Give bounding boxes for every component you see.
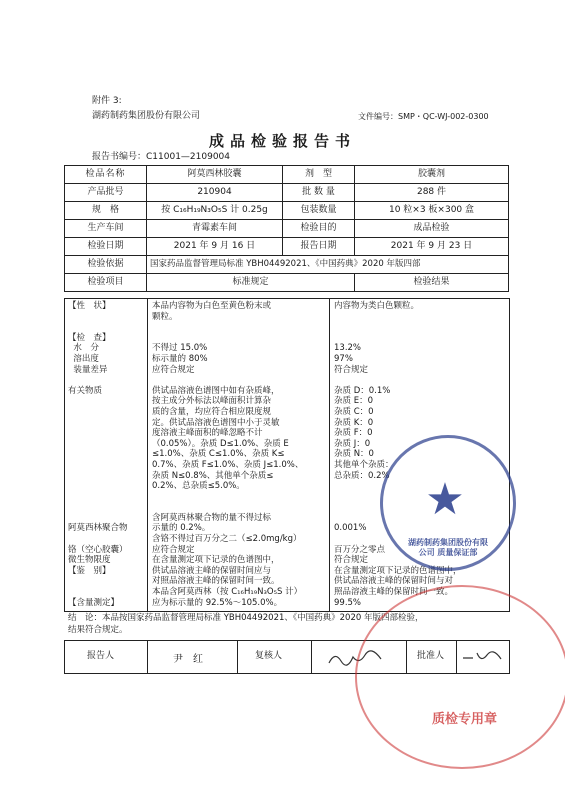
- table-row: [65, 166, 509, 184]
- spec-label: 规 格: [65, 202, 147, 220]
- reporter-label: 报告人: [87, 651, 115, 661]
- reviewer-label: 复核人: [255, 651, 283, 661]
- document-number: 文件编号：SMP・QC-WJ-002-0300: [358, 112, 489, 121]
- spec-value: 按 C₁₆H₁₉N₃O₅S 计 0.25g: [147, 202, 283, 220]
- test-date-value: 2021 年 9 月 16 日: [147, 238, 283, 256]
- pack-value: 10 粒×3 板×300 盒: [355, 202, 509, 220]
- qc-stamp: [355, 585, 565, 769]
- workshop-value: 青霉素车间: [147, 220, 283, 238]
- star-icon: ★: [425, 474, 465, 525]
- basis-value: 国家药品监督管理局标准 YBH04492021、《中国药典》2020 年版四部: [147, 256, 509, 274]
- standard-header: 标准规定: [147, 274, 355, 292]
- form-value: 胶囊剂: [355, 166, 509, 184]
- name-label: 检品名称: [65, 166, 147, 184]
- conclusion: 结 论：本品按国家药品监督管理局标准 YBH04492021、《中国药典》2020 年版四部检验， 结果符合规定。: [68, 613, 424, 635]
- quantity-value: 288 件: [355, 184, 509, 202]
- items-column: 【性 状】 【检 查】 水 分 溶出度 装量差异 有关物质 阿莫西林聚合物 铬（空心胶囊） 微生物限度 【鉴 别】 【含量测定】: [68, 301, 128, 608]
- qc-stamp-text: 质检专用章: [432, 712, 498, 727]
- test-date-label: 检验日期: [65, 238, 147, 256]
- table-row: [65, 274, 509, 292]
- batch-label: 产品批号: [65, 184, 147, 202]
- table-row: [65, 184, 509, 202]
- table-row: [65, 256, 509, 274]
- batch-value: 210904: [147, 184, 283, 202]
- report-number-label: 报告书编号：: [92, 152, 147, 162]
- name-value: 阿莫西林胶囊: [147, 166, 283, 184]
- report-number: [92, 152, 230, 163]
- basis-label: 检验依据: [65, 256, 147, 274]
- result-header: 检验结果: [355, 274, 509, 292]
- result-column: 内容物为类白色颗粒。 13.2% 97% 符合规定 杂质 D：0.1% 杂质 E：0 杂质 C：0 杂质 K：0 杂质 F：0 杂质 J：0 杂质 N：0 其他单个杂质： 总杂质：0.2% 0.001% 百万分之零点 符合规定 在含量测定项下记录的色谱图中， 供试品溶液主峰的保留时间与对 照品溶液主峰的保留时间一致。 99.5%: [334, 301, 462, 608]
- page-title: 成品检验报告书: [208, 132, 356, 150]
- reporter-signature: 尹 红: [173, 654, 203, 665]
- standard-column: 本品内容物为白色至黄色粉末或 颗粒。 不得过 15.0% 标示量的 80% 应符合规定 供试品溶液色谱图中如有杂质峰， 按主成分外标法以峰面积计算杂 质的含量，均应符合相应限度规 定。供试品溶液色谱图中小于灵敏 度溶液主峰面积的峰忽略不计 （0.05%）。杂质 D≤1.0%、杂质 E ≤1.0%、杂质 C≤1.0%、杂质 K≤ 0.7%、杂质 F≤1.0%、杂质 J≤1.0%、 杂质 N≤0.8%、其他单个杂质≤ 0.2%、总杂质≤5.0%。 含阿莫西林聚合物的量不得过标 示量的 0.2%。 含铬不得过百万分之二（≤2.0mg/kg） 应符合规定 在含量测定项下记录的色谱图中， 供试品溶液主峰的保留时间应与 对照品溶液主峰的保留时间一致。 本品含阿莫西林（按 C₁₆H₁₉N₃O₅S 计） 应为标示量的 92.5%～105.0%。: [152, 301, 304, 608]
- table-row: [65, 220, 509, 238]
- attachment-label: 附件 3:: [92, 96, 122, 106]
- qa-stamp-text: 湖药制药集团股份有限公司 质量保证部: [408, 538, 488, 557]
- table-row: [65, 202, 509, 220]
- items-header: 检验项目: [65, 274, 147, 292]
- report-date-label: 报告日期: [283, 238, 355, 256]
- table-row: [65, 238, 509, 256]
- purpose-value: 成品检验: [355, 220, 509, 238]
- purpose-label: 检验目的: [283, 220, 355, 238]
- info-table: [64, 165, 509, 292]
- column-divider: [147, 299, 148, 611]
- workshop-label: 生产车间: [65, 220, 147, 238]
- report-number-value: C11001—2109004: [146, 152, 231, 162]
- column-divider: [329, 299, 330, 611]
- approver-label: 批准人: [417, 651, 445, 661]
- report-date-value: 2021 年 9 月 23 日: [355, 238, 509, 256]
- form-label: 剂 型: [283, 166, 355, 184]
- quantity-label: 批 数 量: [283, 184, 355, 202]
- company-name: 湖药制药集团股份有限公司: [92, 111, 201, 121]
- pack-label: 包装数量: [283, 202, 355, 220]
